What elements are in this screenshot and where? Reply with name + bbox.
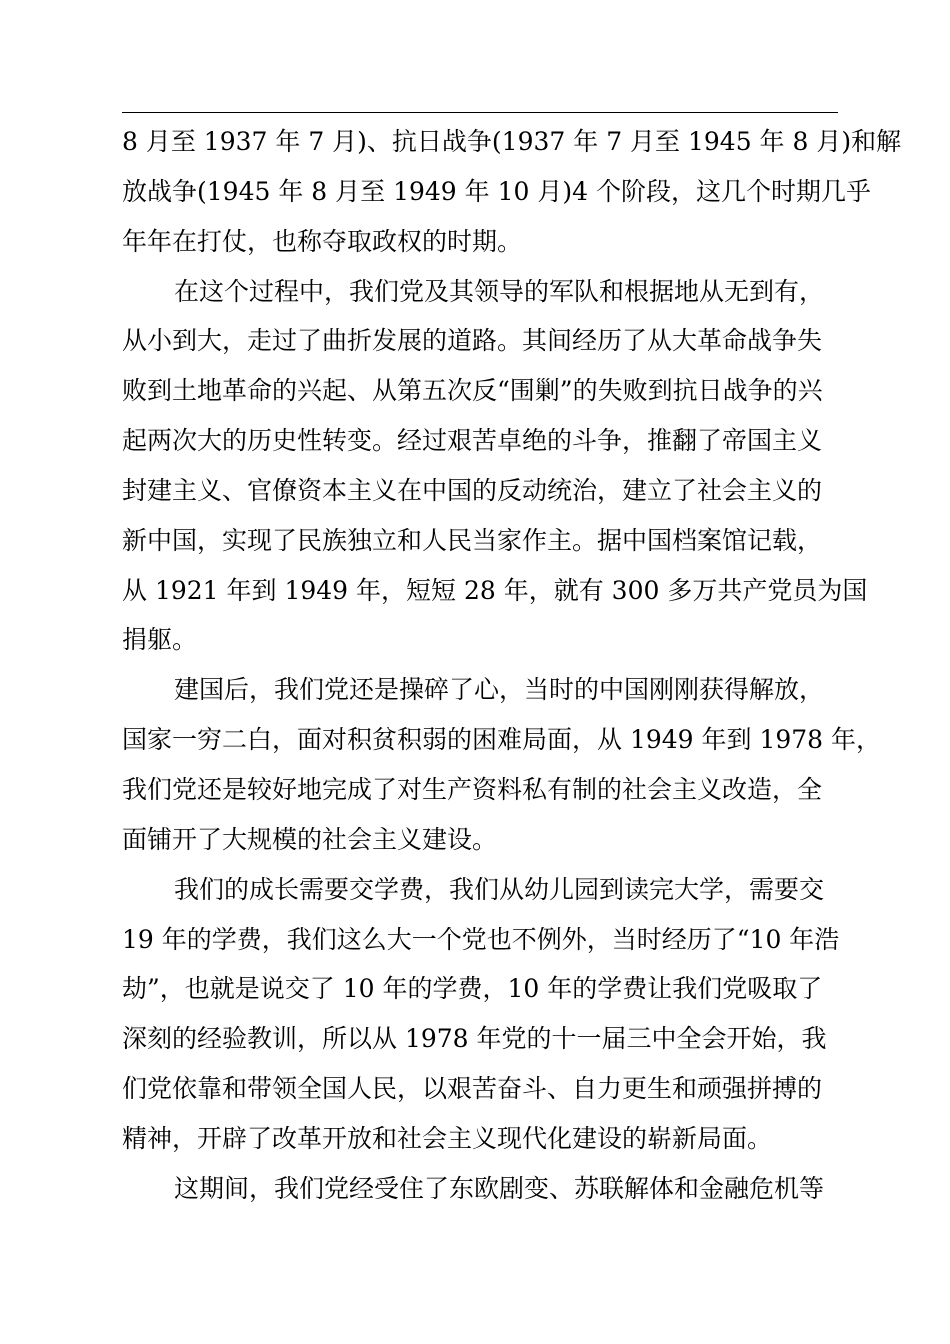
text-line: 8 月至 1937 年 7 月)、抗日战争(1937 年 7 月至 1945 年 8 月)和解 <box>122 127 902 156</box>
text-line: 劫”，也就是说交了 10 年的学费，10 年的学费让我们党吸取了 <box>122 974 823 1004</box>
text-line: 年年在打仗，也称夺取政权的时期。 <box>122 226 523 256</box>
text-line: 从小到大，走过了曲折发展的道路。其间经历了从大革命战争失 <box>122 326 823 356</box>
text-line: 起两次大的历史性转变。经过艰苦卓绝的斗争，推翻了帝国主义 <box>122 426 823 456</box>
text-line: 深刻的经验教训，所以从 1978 年党的十一届三中全会开始，我 <box>122 1024 827 1054</box>
header-rule <box>122 112 838 113</box>
text-line: 捐躯。 <box>122 625 198 655</box>
text-line: 精神，开辟了改革开放和社会主义现代化建设的崭新局面。 <box>122 1123 773 1153</box>
text-line: 国家一穷二白，面对积贫积弱的困难局面，从 1949 年到 1978 年， <box>122 725 882 755</box>
body-text <box>122 117 902 1214</box>
paragraph-start-line: 建国后，我们党还是操碎了心，当时的中国刚刚获得解放， <box>174 675 825 705</box>
text-line: 面铺开了大规模的社会主义建设。 <box>122 824 498 854</box>
text-line: 放战争(1945 年 8 月至 1949 年 10 月)4 个阶段，这几个时期几乎 <box>122 176 871 206</box>
paragraph-start-line: 在这个过程中，我们党及其领导的军队和根据地从无到有， <box>174 276 825 306</box>
text-line: 们党依靠和带领全国人民，以艰苦奋斗、自力更生和顽强拼搏的 <box>122 1074 823 1104</box>
text-line: 我们党还是较好地完成了对生产资料私有制的社会主义改造，全 <box>122 774 823 804</box>
text-line: 从 1921 年到 1949 年，短短 28 年，就有 300 多万共产党员为国 <box>122 575 868 605</box>
text-line: 19 年的学费，我们这么大一个党也不例外，当时经历了“10 年浩 <box>122 924 840 954</box>
text-line: 新中国，实现了民族独立和人民当家作主。据中国档案馆记载， <box>122 525 823 555</box>
text-line: 封建主义、官僚资本主义在中国的反动统治，建立了社会主义的 <box>122 475 823 505</box>
paragraph-start-line: 我们的成长需要交学费，我们从幼儿园到读完大学，需要交 <box>174 874 825 904</box>
paragraph-start-line: 这期间，我们党经受住了东欧剧变、苏联解体和金融危机等 <box>174 1173 825 1203</box>
text-line: 败到土地革命的兴起、从第五次反“围剿”的失败到抗日战争的兴 <box>122 376 823 406</box>
